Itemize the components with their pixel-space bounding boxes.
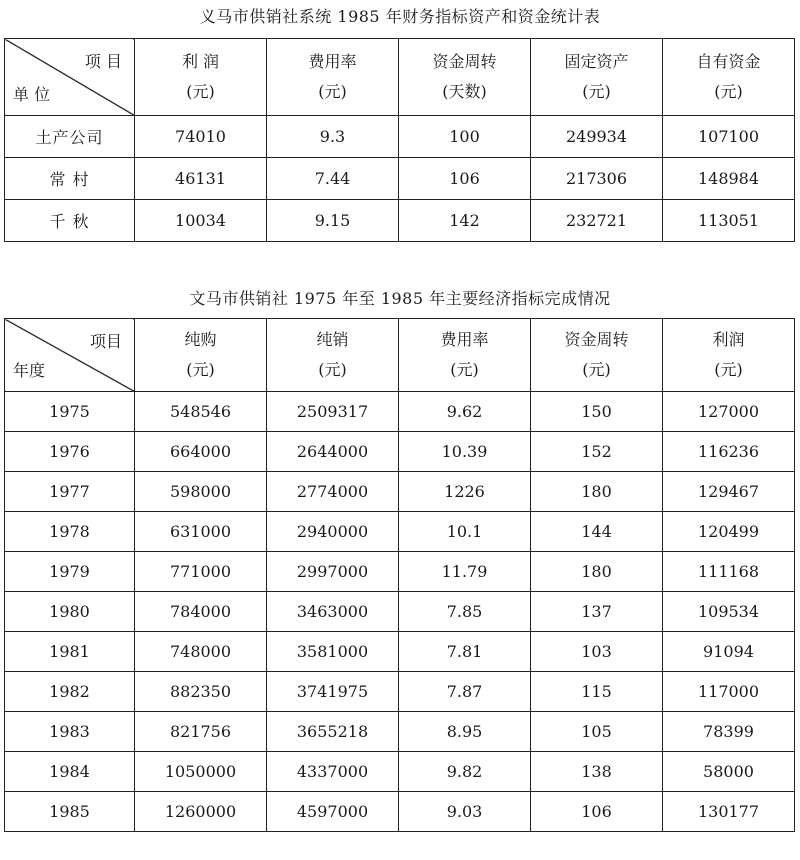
row-year: 1983 (5, 712, 135, 752)
cell: 771000 (135, 552, 267, 592)
cell: 129467 (663, 472, 795, 512)
cell: 138 (531, 752, 663, 792)
cell: 217306 (531, 158, 663, 200)
table-row (5, 512, 795, 552)
cell: 148984 (663, 158, 795, 200)
row-label: 千 秋 (5, 200, 135, 242)
column-header-expense-rate: 费用率 (元) (267, 39, 399, 116)
table-row (5, 200, 795, 242)
corner-label-year: 年度 (13, 361, 46, 380)
cell: 100 (399, 116, 531, 158)
table-row (5, 432, 795, 472)
table1-corner-header (5, 39, 135, 116)
table1-caption: 义马市供销社系统 1985 年财务指标资产和资金统计表 (199, 7, 601, 26)
cell: 3581000 (267, 632, 399, 672)
cell: 120499 (663, 512, 795, 552)
cell: 9.3 (267, 116, 399, 158)
cell: 113051 (663, 200, 795, 242)
row-year: 1980 (5, 592, 135, 632)
table2-header-row (5, 319, 795, 392)
row-year: 1984 (5, 752, 135, 792)
cell: 2509317 (267, 392, 399, 432)
cell: 9.62 (399, 392, 531, 432)
cell: 631000 (135, 512, 267, 552)
cell: 664000 (135, 432, 267, 472)
cell: 1226 (399, 472, 531, 512)
cell: 3463000 (267, 592, 399, 632)
table-row (5, 632, 795, 672)
cell: 180 (531, 552, 663, 592)
cell: 9.15 (267, 200, 399, 242)
cell: 74010 (135, 116, 267, 158)
column-header-profit: 利润 (元) (663, 319, 795, 392)
table-row (5, 392, 795, 432)
row-year: 1982 (5, 672, 135, 712)
row-year: 1985 (5, 792, 135, 832)
cell: 9.82 (399, 752, 531, 792)
column-header-expense-rate: 费用率 (元) (399, 319, 531, 392)
table-row (5, 792, 795, 832)
cell: 58000 (663, 752, 795, 792)
cell: 117000 (663, 672, 795, 712)
cell: 109534 (663, 592, 795, 632)
cell: 7.44 (267, 158, 399, 200)
table-row (5, 552, 795, 592)
cell: 10.39 (399, 432, 531, 472)
table1-header-row (5, 39, 795, 116)
cell: 144 (531, 512, 663, 552)
table-row (5, 158, 795, 200)
cell: 46131 (135, 158, 267, 200)
cell: 8.95 (399, 712, 531, 752)
column-header-own-funds: 自有资金 (元) (663, 39, 795, 116)
cell: 111168 (663, 552, 795, 592)
cell: 2940000 (267, 512, 399, 552)
cell: 11.79 (399, 552, 531, 592)
finance-asset-table (4, 38, 795, 242)
column-header-profit: 利 润 (元) (135, 39, 267, 116)
column-header-net-purchase: 纯购 (元) (135, 319, 267, 392)
cell: 10034 (135, 200, 267, 242)
cell: 107100 (663, 116, 795, 158)
cell: 2774000 (267, 472, 399, 512)
column-header-net-sales: 纯销 (元) (267, 319, 399, 392)
cell: 106 (531, 792, 663, 832)
cell: 882350 (135, 672, 267, 712)
row-year: 1978 (5, 512, 135, 552)
row-year: 1979 (5, 552, 135, 592)
cell: 2997000 (267, 552, 399, 592)
cell: 2644000 (267, 432, 399, 472)
cell: 548546 (135, 392, 267, 432)
cell: 78399 (663, 712, 795, 752)
cell: 7.87 (399, 672, 531, 712)
cell: 232721 (531, 200, 663, 242)
cell: 598000 (135, 472, 267, 512)
table2-corner-header (5, 319, 135, 392)
table-row (5, 116, 795, 158)
cell: 91094 (663, 632, 795, 672)
cell: 142 (399, 200, 531, 242)
cell: 821756 (135, 712, 267, 752)
cell: 3741975 (267, 672, 399, 712)
cell: 137 (531, 592, 663, 632)
cell: 784000 (135, 592, 267, 632)
column-header-fund-turnover: 资金周转 (元) (531, 319, 663, 392)
table2-caption: 文马市供销社 1975 年至 1985 年主要经济指标完成情况 (189, 289, 611, 308)
column-header-fund-turnover: 资金周转 (天数) (399, 39, 531, 116)
corner-label-unit: 单 位 (13, 85, 51, 104)
cell: 106 (399, 158, 531, 200)
table-row (5, 592, 795, 632)
table-row (5, 752, 795, 792)
cell: 127000 (663, 392, 795, 432)
cell: 1260000 (135, 792, 267, 832)
cell: 1050000 (135, 752, 267, 792)
cell: 7.85 (399, 592, 531, 632)
cell: 152 (531, 432, 663, 472)
corner-label-items: 项 目 (84, 52, 122, 71)
cell: 748000 (135, 632, 267, 672)
table-row (5, 672, 795, 712)
row-label: 常 村 (5, 158, 135, 200)
cell: 10.1 (399, 512, 531, 552)
row-year: 1977 (5, 472, 135, 512)
corner-label-items: 项目 (89, 332, 122, 351)
row-year: 1975 (5, 392, 135, 432)
cell: 9.03 (399, 792, 531, 832)
cell: 105 (531, 712, 663, 752)
cell: 3655218 (267, 712, 399, 752)
row-year: 1981 (5, 632, 135, 672)
row-label: 土产公司 (5, 116, 135, 158)
cell: 249934 (531, 116, 663, 158)
economic-indicators-table (4, 318, 795, 832)
cell: 4597000 (267, 792, 399, 832)
cell: 4337000 (267, 752, 399, 792)
column-header-fixed-assets: 固定资产 (元) (531, 39, 663, 116)
cell: 130177 (663, 792, 795, 832)
table-row (5, 472, 795, 512)
cell: 116236 (663, 432, 795, 472)
cell: 7.81 (399, 632, 531, 672)
cell: 115 (531, 672, 663, 712)
table-row (5, 712, 795, 752)
row-year: 1976 (5, 432, 135, 472)
cell: 180 (531, 472, 663, 512)
cell: 103 (531, 632, 663, 672)
cell: 150 (531, 392, 663, 432)
